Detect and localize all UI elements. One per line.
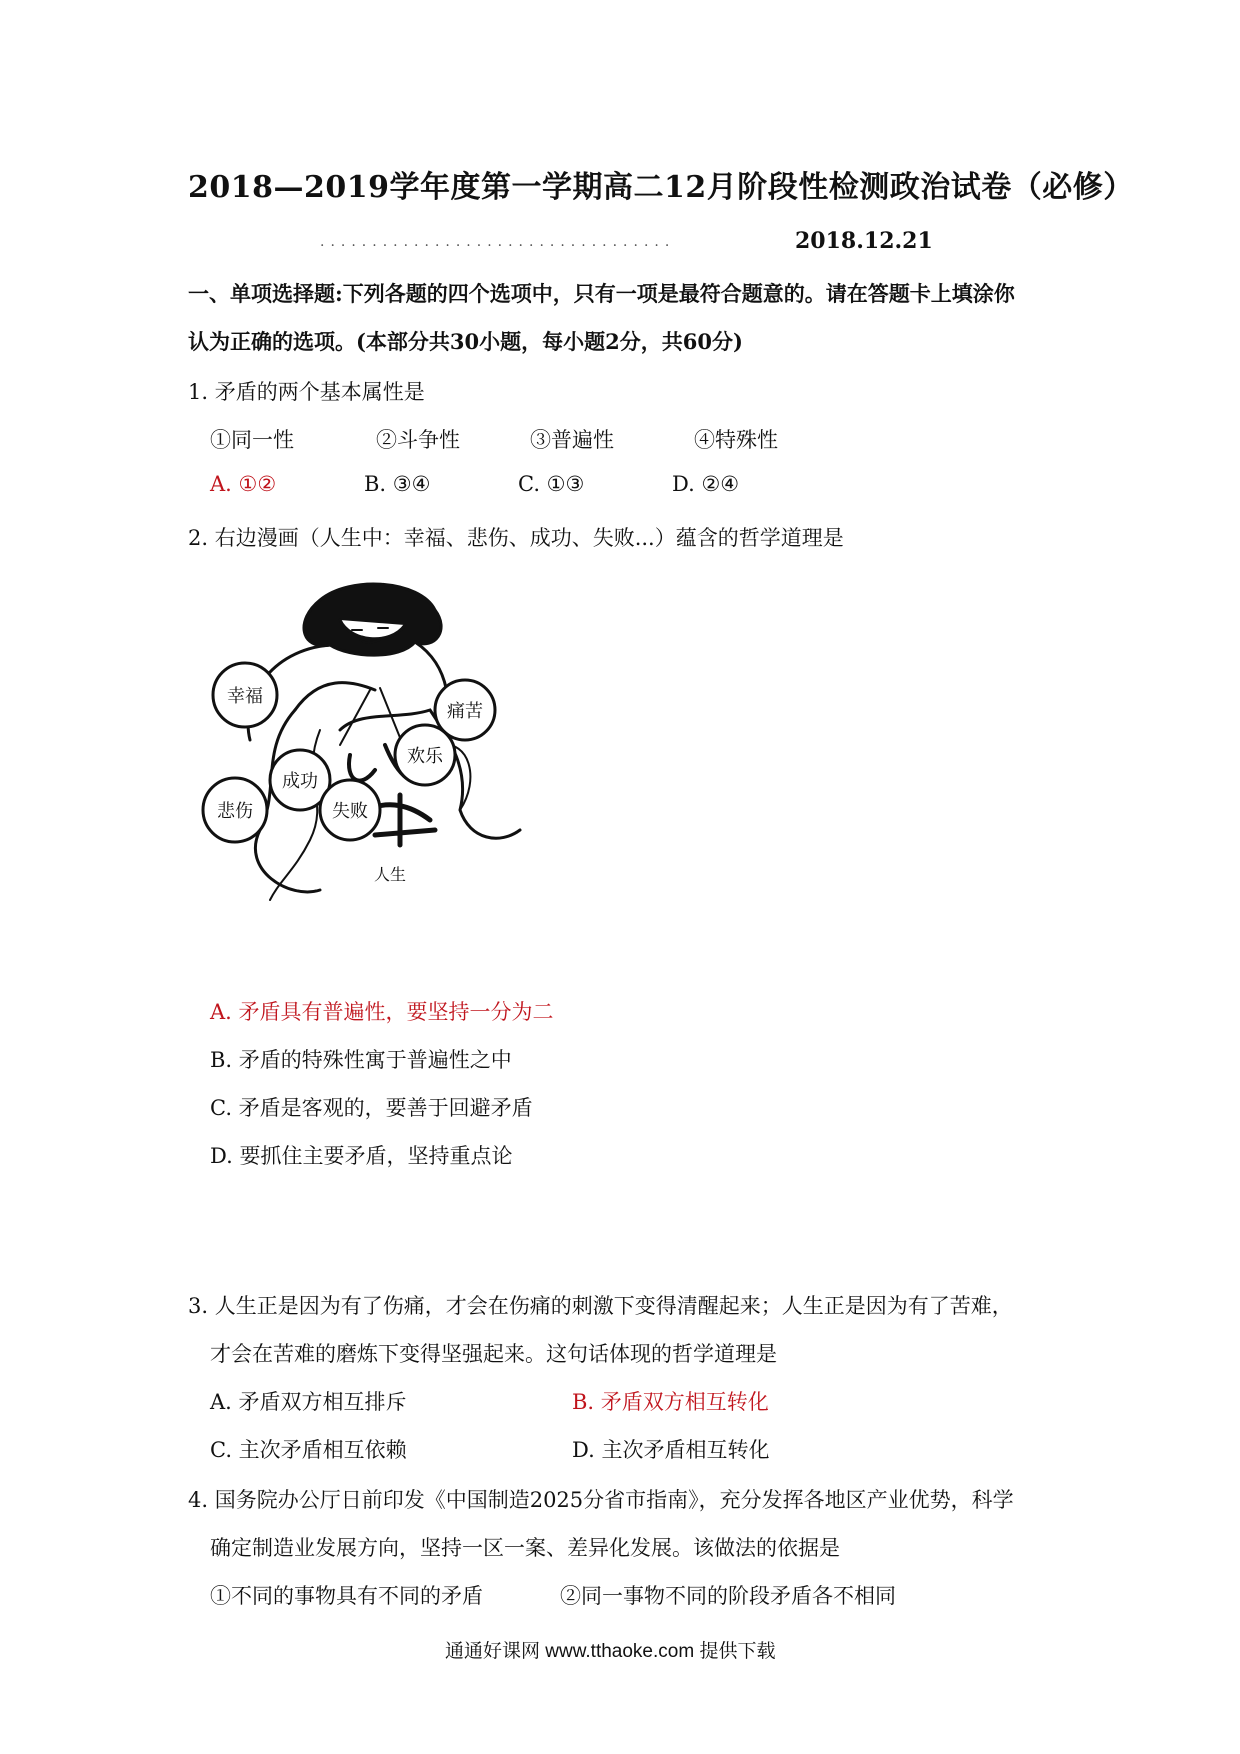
exam-date: 2018.12.21 xyxy=(795,228,933,254)
q1-option-b: B. ③④ xyxy=(364,472,431,496)
q2-option-d: D. 要抓住主要矛盾，坚持重点论 xyxy=(210,1144,513,1168)
q4-stem-line2: 确定制造业发展方向，坚持一区一案、差异化发展。该做法的依据是 xyxy=(210,1536,840,1560)
cartoon-center-label: 人生 xyxy=(373,865,407,884)
q1-item-1: ①同一性 xyxy=(210,428,294,452)
footer-source: 通通好课网 www.tthaoke.com 提供下载 xyxy=(445,1641,776,1662)
q2-stem: 2. 右边漫画（人生中：幸福、悲伤、成功、失败...）蕴含的哲学道理是 xyxy=(188,526,844,550)
q1-stem: 1. 矛盾的两个基本属性是 xyxy=(188,380,425,404)
q3-stem-line1: 3. 人生正是因为有了伤痛，才会在伤痛的刺激下变得清醒起来；人生正是因为有了苦难， xyxy=(188,1294,1013,1318)
section-heading-line1: 一、单项选择题:下列各题的四个选项中，只有一项是最符合题意的。请在答题卡上填涂你 xyxy=(188,281,1015,306)
exam-title: 2018—2019学年度第一学期高二12月阶段性检测政治试卷（必修） xyxy=(188,170,1134,205)
cartoon-ball-3: 欢乐 xyxy=(407,746,443,767)
q2-option-c: C. 矛盾是客观的，要善于回避矛盾 xyxy=(210,1096,533,1120)
q2-option-a: A. 矛盾具有普遍性，要坚持一分为二 xyxy=(210,1000,554,1024)
q3-option-a: A. 矛盾双方相互排斥 xyxy=(210,1390,407,1414)
q4-item-2: ②同一事物不同的阶段矛盾各不相同 xyxy=(560,1584,896,1608)
q1-option-a: A. ①② xyxy=(210,472,277,496)
q1-item-2: ②斗争性 xyxy=(376,428,460,452)
q4-item-1: ①不同的事物具有不同的矛盾 xyxy=(210,1584,483,1608)
cartoon-ball-6: 失败 xyxy=(332,801,368,822)
q3-stem-line2: 才会在苦难的磨炼下变得坚强起来。这句话体现的哲学道理是 xyxy=(210,1342,777,1366)
q3-option-d: D. 主次矛盾相互转化 xyxy=(572,1438,770,1462)
cartoon-ball-5: 悲伤 xyxy=(217,801,253,822)
q1-option-d: D. ②④ xyxy=(672,472,740,496)
q4-stem-line1: 4. 国务院办公厅日前印发《中国制造2025分省市指南》，充分发挥各地区产业优势，科学 xyxy=(188,1488,1014,1512)
q1-item-3: ③普遍性 xyxy=(530,428,614,452)
section-heading-line2: 认为正确的选项。(本部分共30小题，每小题2分，共60分) xyxy=(188,329,743,354)
q3-option-b: B. 矛盾双方相互转化 xyxy=(572,1390,769,1414)
cartoon-ball-2: 痛苦 xyxy=(447,701,483,722)
dotted-leader: ·································· xyxy=(320,238,676,254)
q3-option-c: C. 主次矛盾相互依赖 xyxy=(210,1438,407,1462)
q2-option-b: B. 矛盾的特殊性寓于普遍性之中 xyxy=(210,1048,512,1072)
q1-item-4: ④特殊性 xyxy=(694,428,778,452)
cartoon-illustration xyxy=(200,580,540,930)
cartoon-ball-4: 成功 xyxy=(282,771,318,792)
cartoon-ball-1: 幸福 xyxy=(227,686,263,707)
q1-option-c: C. ①③ xyxy=(518,472,585,496)
